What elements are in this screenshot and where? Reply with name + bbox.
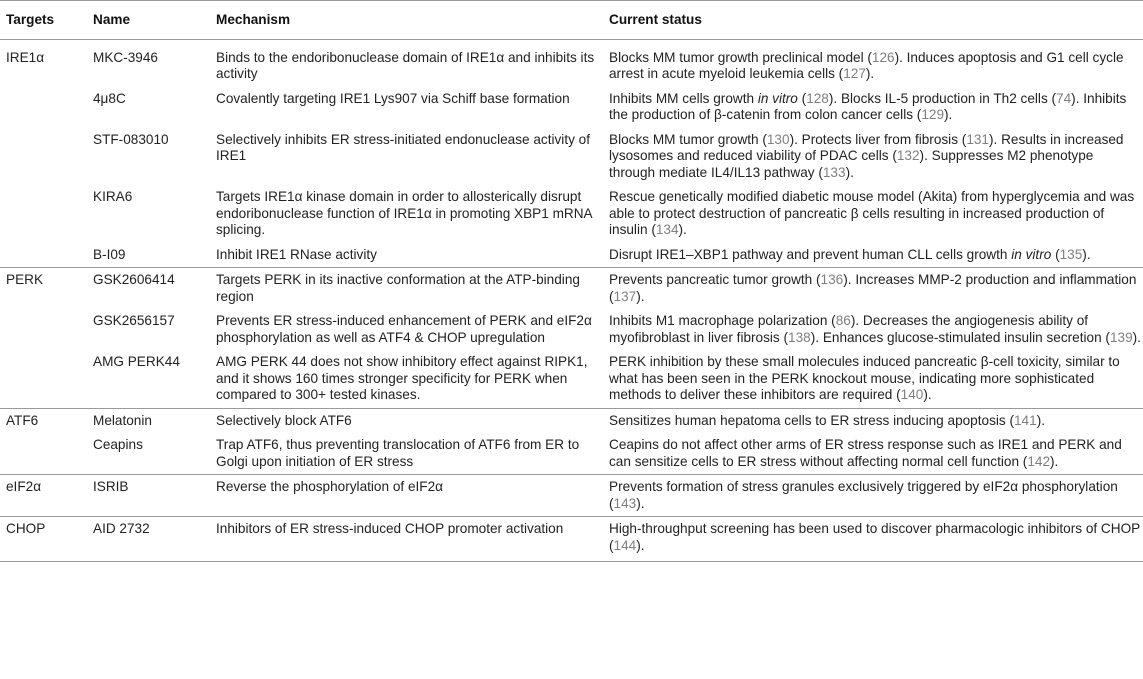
status-text: Prevents formation of stress granules exclusively triggered by eIF2α phosphorylation (	[609, 479, 1118, 511]
status-text: Disrupt IRE1–XBP1 pathway and prevent human CLL cells growth	[609, 246, 1012, 262]
reference-link[interactable]: 131	[966, 131, 989, 147]
target-cell: ATF6	[0, 408, 87, 433]
mechanism-cell: Inhibit IRE1 RNase activity	[216, 246, 377, 262]
status-text: ).	[636, 288, 645, 304]
reference-link[interactable]: 74	[1056, 90, 1072, 106]
table-row	[0, 350, 1143, 408]
target-cell	[0, 309, 87, 350]
status-text: ).	[865, 66, 875, 81]
mechanism-cell: Reverse the phosphorylation of eIF2α	[210, 475, 603, 517]
table-row	[0, 185, 1143, 243]
table-row	[0, 87, 1143, 128]
target-cell	[0, 87, 87, 128]
reference-link[interactable]: 128	[806, 90, 829, 106]
reference-link[interactable]: 129	[921, 107, 945, 122]
status-text: Prevents pancreatic tumor growth (	[609, 272, 821, 287]
status-text-italic: in vitro	[757, 90, 798, 106]
status-cell	[603, 517, 1143, 562]
status-cell	[603, 475, 1143, 517]
table-row	[0, 128, 1143, 186]
status-cell	[603, 128, 1143, 186]
status-text: Rescue genetically modified diabetic mouse model (Akita) from hyperglycemia and was able to protect destruction of pancreatic β cells resulting in increased production of insulin (	[609, 189, 1135, 237]
status-text: ).	[944, 107, 953, 122]
header-name: Name	[87, 1, 210, 40]
status-text: PERK inhibition by these small molecules induced pancreatic β-cell toxicity, similar to what has been seen in the PERK knockout mouse, indicating more sophisticated methods to deliver these inhibitors are required (	[609, 354, 1120, 402]
reference-link[interactable]: 126	[871, 49, 895, 65]
mechanism-cell: Selectively block ATF6	[210, 408, 603, 433]
status-cell	[603, 39, 1143, 87]
status-text: ).	[636, 537, 645, 553]
reference-link[interactable]: 142	[1027, 453, 1051, 469]
table-header	[0, 1, 1143, 40]
name-cell: Melatonin	[87, 408, 210, 433]
table-row	[0, 39, 1143, 87]
header-current-status: Current status	[603, 1, 1143, 40]
mechanism-cell: Prevents ER stress-induced enhancement of PERK and eIF2α phosphorylation as well as ATF4 & CHOP upregulation	[216, 313, 592, 345]
status-text-italic: in vitro	[1011, 246, 1052, 262]
reference-link[interactable]: 134	[655, 222, 679, 237]
status-text: (	[1051, 246, 1060, 262]
reference-link[interactable]: 138	[788, 329, 811, 345]
status-cell	[603, 408, 1143, 433]
header-targets: Targets	[0, 1, 87, 40]
target-cell: eIF2α	[0, 475, 87, 517]
status-text: Ceapins do not affect other arms of ER stress response such as IRE1 and PERK and can sensitize cells to ER stress without affecting normal cell function (	[609, 437, 1122, 469]
status-text: ). Results in increased lysosomes and reduced viability of PDAC cells (	[609, 131, 1124, 163]
name-cell: AMG PERK44	[93, 354, 180, 369]
status-text: ). Induces apoptosis and G1 cell cycle arrest in acute myeloid leukemia cells (	[609, 49, 1124, 81]
reference-link[interactable]: 139	[1109, 329, 1133, 345]
name-cell: GSK2606414	[87, 268, 210, 310]
status-text: High-throughput screening has been used to discover pharmacologic inhibitors of CHOP (	[609, 521, 1140, 553]
status-text: Blocks MM tumor growth (	[609, 131, 767, 147]
table-body	[0, 39, 1143, 562]
status-text: Inhibits MM cells growth	[609, 90, 758, 106]
status-cell	[603, 350, 1143, 408]
status-text: Inhibits M1 macrophage polarization (	[609, 313, 836, 328]
name-cell: ISRIB	[87, 475, 210, 517]
table-row	[0, 475, 1143, 517]
target-cell: PERK	[0, 268, 87, 310]
reference-link[interactable]: 135	[1059, 246, 1083, 262]
header-mechanism: Mechanism	[210, 1, 603, 40]
status-text: Blocks MM tumor growth preclinical model (	[609, 49, 872, 65]
reference-link[interactable]: 136	[820, 272, 844, 287]
status-cell	[603, 309, 1143, 350]
mechanism-cell: Inhibitors of ER stress-induced CHOP promoter activation	[210, 517, 603, 562]
reference-link[interactable]: 127	[843, 66, 866, 81]
mechanism-cell: AMG PERK 44 does not show inhibitory effect against RIPK1, and it shows 160 times stronger specificity for PERK when compared to 300+ tested kinases.	[216, 354, 588, 402]
status-text: ). Suppresses M2 phenotype through mediate IL4/IL13 pathway (	[609, 148, 1094, 180]
status-text: Sensitizes human hepatoma cells to ER stress inducing apoptosis (	[609, 412, 1014, 428]
status-cell	[603, 185, 1143, 243]
name-cell: AID 2732	[87, 517, 210, 562]
table-row	[0, 433, 1143, 475]
mechanism-cell: Binds to the endoribonuclease domain of IRE1α and inhibits its activity	[216, 49, 595, 81]
name-cell: 4μ8C	[93, 90, 126, 106]
table-row	[0, 243, 1143, 268]
target-cell: IRE1α	[6, 49, 45, 65]
reference-link[interactable]: 137	[613, 288, 637, 304]
header-row	[0, 1, 1143, 40]
reference-link[interactable]: 141	[1014, 412, 1037, 428]
name-cell: GSK2656157	[93, 313, 175, 328]
table-row	[0, 517, 1143, 562]
status-cell	[603, 243, 1143, 268]
status-text: ).	[1036, 412, 1045, 428]
reference-link[interactable]: 86	[835, 313, 851, 328]
status-text: ). Enhances glucose-stimulated insulin secretion (	[810, 329, 1110, 345]
target-cell: CHOP	[0, 517, 87, 562]
status-text: ).	[636, 495, 645, 511]
target-cell	[0, 350, 87, 408]
status-text: ). Decreases the angiogenesis ability of myofibroblast in liver fibrosis (	[609, 313, 1089, 345]
status-text: ).	[1132, 329, 1141, 345]
target-cell	[0, 243, 87, 268]
status-text: (	[797, 90, 807, 106]
target-cell	[0, 185, 87, 243]
name-cell: MKC-3946	[93, 49, 158, 65]
status-text: ).	[845, 164, 854, 180]
reference-link[interactable]: 140	[900, 387, 924, 402]
status-text: ). Increases MMP-2 production and inflammation (	[609, 272, 1137, 304]
reference-link[interactable]: 133	[822, 164, 846, 180]
status-text: ). Inhibits the production of β-catenin from colon cancer cells (	[609, 90, 1127, 122]
name-cell: Ceapins	[93, 437, 143, 452]
target-cell	[0, 128, 87, 186]
mechanism-cell: Trap ATF6, thus preventing translocation of ATF6 from ER to Golgi upon initiation of ER stress	[216, 437, 580, 469]
status-text: ).	[1082, 246, 1091, 262]
reference-link[interactable]: 143	[613, 495, 637, 511]
mechanism-cell: Targets PERK in its inactive conformation at the ATP-binding region	[210, 268, 603, 310]
reference-link[interactable]: 144	[613, 537, 637, 553]
table-row	[0, 268, 1143, 310]
status-text: ). Blocks IL-5 production in Th2 cells (	[828, 90, 1057, 106]
status-text: ). Protects liver from fibrosis (	[789, 131, 967, 147]
mechanism-cell: Targets IRE1α kinase domain in order to allosterically disrupt endoribonuclease function of IRE1α in promoting XBP1 mRNA splicing.	[216, 189, 592, 237]
status-cell	[603, 87, 1143, 128]
name-cell: B-I09	[93, 246, 126, 262]
name-cell: KIRA6	[93, 189, 133, 204]
status-text: ).	[923, 387, 932, 402]
target-cell	[0, 433, 87, 475]
table-row	[0, 408, 1143, 433]
table-row	[0, 309, 1143, 350]
mechanism-cell: Selectively inhibits ER stress-initiated endonuclease activity of IRE1	[216, 131, 591, 163]
status-cell	[603, 433, 1143, 475]
status-text: ).	[1050, 453, 1059, 469]
reference-link[interactable]: 132	[896, 148, 920, 163]
reference-link[interactable]: 130	[766, 131, 790, 147]
mechanism-cell: Covalently targeting IRE1 Lys907 via Schiff base formation	[216, 90, 570, 106]
name-cell: STF-083010	[93, 131, 169, 147]
status-cell	[603, 268, 1143, 310]
status-text: ).	[678, 222, 687, 237]
